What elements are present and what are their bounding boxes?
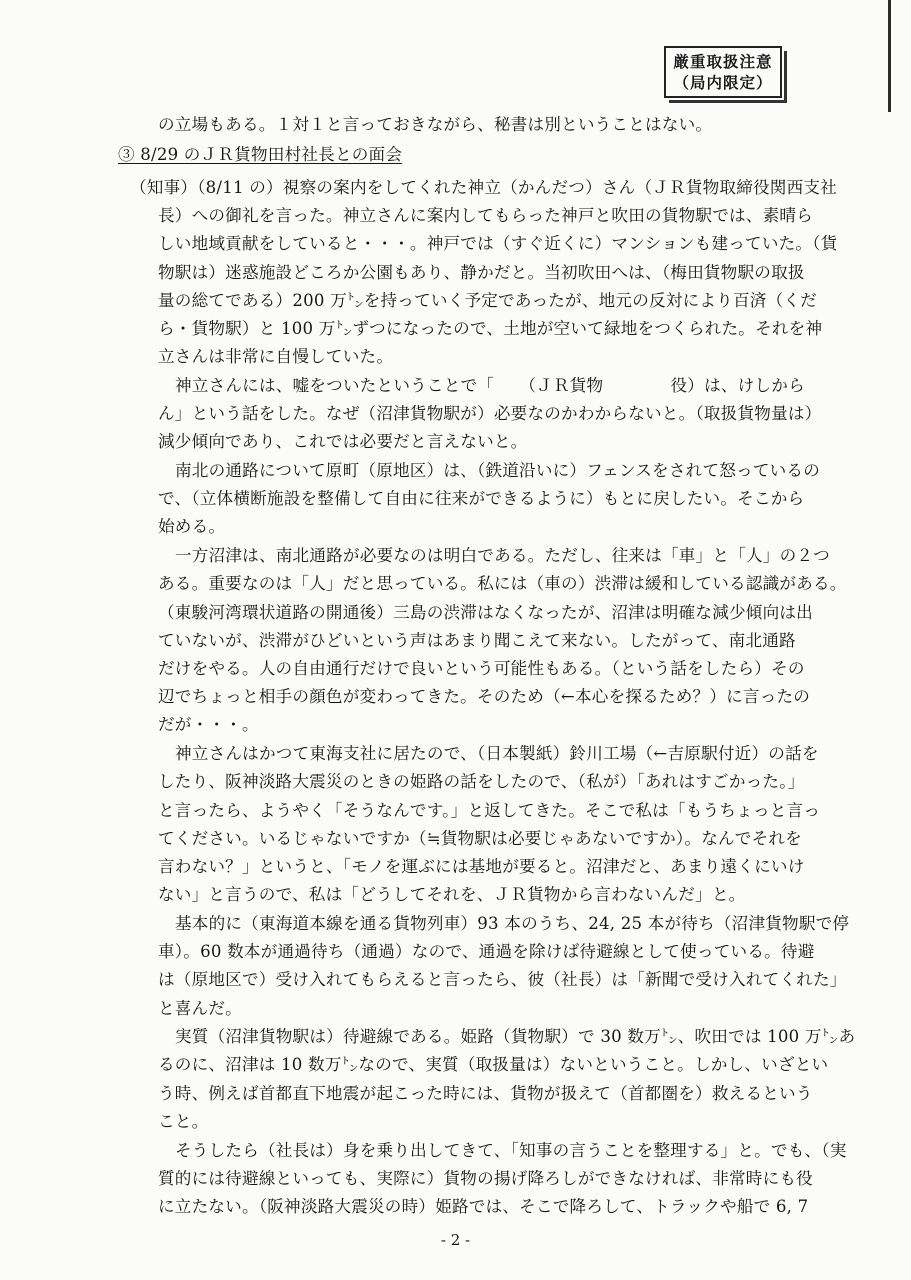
text-line: 量の総てである）200 万㌧を持っていく予定であったが、地元の反対により百済（くだ [158, 291, 817, 310]
text-line: ていないが、渋滞がひどいという声はあまり聞こえて来ない。したがって、南北通路 [158, 631, 796, 650]
stamp-line-2: （局内限定） [673, 73, 773, 92]
text-line: こと。 [158, 1112, 209, 1131]
page-number: - 2 - [440, 1231, 471, 1249]
text-line: したり、阪神淡路大震災のときの姫路の話をしたので、（私が）「あれはすごかった。」 [158, 772, 805, 791]
text-line: 言わない？」というと、「モノを運ぶには基地が要ると。沼津だと、あまり遠くにいけ [158, 857, 805, 876]
section-heading: ③ 8/29 のＪＲ貨物田村社長との面会 [118, 145, 403, 164]
text-line: だが・・・。 [158, 715, 259, 734]
text-line: （知事）（8/11 の）視察の案内をしてくれた神立（かんだつ）さん（ＪＲ貨物取締役関西支社 [130, 178, 837, 197]
text-line: は（原地区で）受け入れてもらえると言ったら、彼（社長）は「新聞で受け入れてくれた」 [158, 970, 847, 989]
text-line: 質的には待避線といっても、実際に）貨物の揚げ降ろしができなければ、非常時にも役 [158, 1169, 813, 1188]
scan-edge-mark [888, 0, 891, 112]
text-line: 基本的に（東海道本線を通る貨物列車）93 本のうち、24, 25 本が待ち（沼津貨物駅で停 [175, 914, 850, 933]
text-line: で、（立体横断施設を整備して自由に往来ができるように）もとに戻したい。そこから [158, 489, 805, 508]
text-line: るのに、沼津は 10 数万㌧なので、実質（取扱量は）ないということ。しかし、いざとい [158, 1055, 829, 1074]
text-line: 車）。60 数本が通過待ち（通過）なので、通過を除けば待避線として使っている。待避 [158, 942, 815, 961]
text-line: に立たない。（阪神淡路大震災の時）姫路では、そこで降ろして、トラックや船で 6, 7 [158, 1197, 809, 1216]
text-line: そうしたら（社長は）身を乗り出してきて、「知事の言うことを整理する」と。でも、（実 [175, 1141, 847, 1160]
text-line: 立さんは非常に自慢していた。 [158, 347, 394, 366]
text-line: 神立さんはかつて東海支社に居たので、（日本製紙）鈴川工場（←吉原駅付近）の話を [175, 744, 819, 763]
text-line: ん」という話をした。なぜ（沼津貨物駅が）必要なのかわからないと。（取扱貨物量は） [158, 404, 822, 423]
confidential-stamp [664, 46, 782, 98]
text-line: 南北の通路について原町（原地区）は、（鉄道沿いに）フェンスをされて怒っているの [175, 461, 820, 480]
text-line: ある。重要なのは「人」だと思っている。私には（車の）渋滞は緩和している認識がある。 [158, 574, 847, 593]
text-line: 物駅は）迷惑施設どころか公園もあり、静かだと。当初吹田へは、（梅田貨物駅の取扱 [158, 263, 805, 282]
text-line: 減少傾向であり、これでは必要だと言えないと。 [158, 432, 528, 451]
text-line: 一方沼津は、南北通路が必要なのは明白である。ただし、往来は「車」と「人」の２つ [175, 546, 830, 565]
text-line: てください。いるじゃないですか（≒貨物駅は必要じゃあないですか）。なんでそれを [158, 829, 802, 848]
text-line: 辺でちょっと相手の顔色が変わってきた。そのため（←本心を探るため？）に言ったの [158, 687, 811, 706]
text-line: と喜んだ。 [158, 999, 242, 1018]
text-line: 始める。 [158, 517, 226, 536]
text-line: と言ったら、ようやく「そうなんです。」と返してきた。そこで私は「もうちょっと言っ [158, 801, 821, 820]
text-line: の立場もある。１対１と言っておきながら、秘書は別ということはない。 [158, 115, 713, 134]
text-line: う時、例えば首都直下地震が起こった時には、貨物が扱えて（首都圏を）救えるという [158, 1084, 813, 1103]
text-line: ない」と言うので、私は「どうしてそれを、ＪＲ貨物から言わないんだ」と。 [158, 885, 746, 904]
stamp-line-1: 厳重取扱注意 [673, 52, 773, 71]
text-line: 実質（沼津貨物駅は）待避線である。姫路（貨物駅）で 30 数万㌧、吹田では 100 万㌧あ [175, 1027, 856, 1046]
text-line: だけをやる。人の自由通行だけで良いという可能性もある。（という話をしたら）その [158, 659, 805, 678]
text-line: しい地域貢献をしていると・・・。神戸では（すぐ近くに）マンションも建っていた。（貨 [158, 234, 838, 253]
text-line: ら・貨物駅）と 100 万㌧ずつになったので、土地が空いて緑地をつくられた。それを神 [158, 319, 823, 338]
text-line: 神立さんには、嘘をついたということで「 （ＪＲ貨物 役）は、けしから [175, 376, 805, 395]
text-line: （東駿河湾環状道路の開通後）三島の渋滞はなくなったが、沼津は明確な減少傾向は出 [158, 603, 813, 622]
text-line: 長）への御礼を言った。神立さんに案内してもらった神戸と吹田の貨物駅では、素晴ら [158, 206, 813, 225]
